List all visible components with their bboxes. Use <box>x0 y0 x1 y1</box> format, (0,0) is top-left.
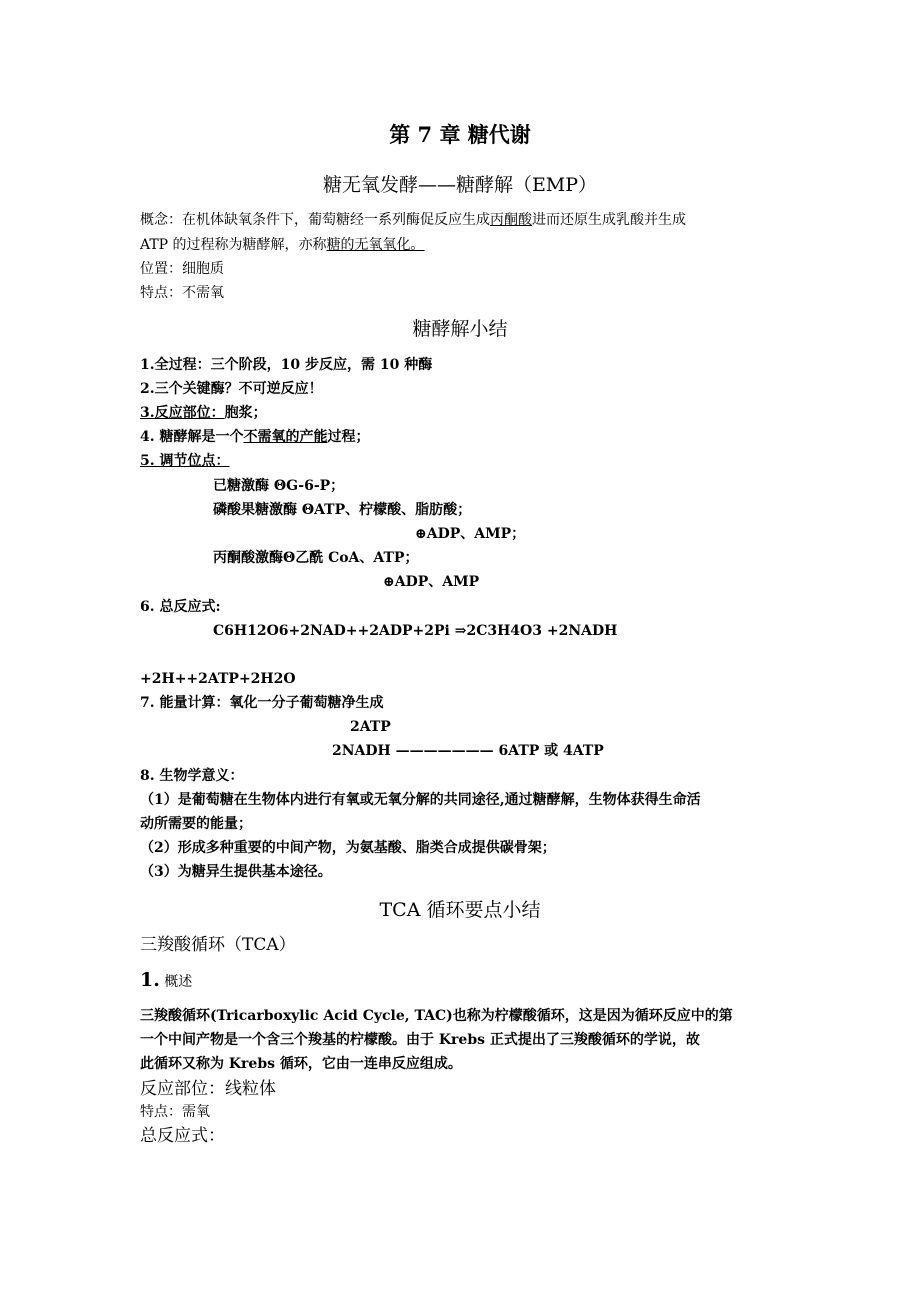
item4-text-b: 过程； <box>327 429 370 445</box>
tca-total-reaction: 总反应式： <box>140 1126 225 1146</box>
regulation-hexokinase: 已糖激酶 ΘG-6-P； <box>213 478 345 494</box>
item4-text-a: 4. 糖酵解是一个 <box>140 429 244 445</box>
summary-item-5 <box>140 451 230 471</box>
overview-heading <box>140 970 192 992</box>
tca-para-line-2: 一个中间产物是一个含三个羧基的柠檬酸。由于 Krebs 正式提出了三羧酸循环的学说，故 <box>140 1032 700 1048</box>
item3-underline: 3.反应部位： <box>140 405 225 421</box>
concept-text-c: ATP 的过程称为糖酵解，亦称 <box>140 237 327 253</box>
summary-item-1: 1.全过程：三个阶段，10 步反应，需 10 种酶 <box>140 357 433 373</box>
item4-underline: 不需氧的产能 <box>243 429 328 445</box>
concept-underline-anaerobic: 糖的无氧氧化。 <box>326 237 425 253</box>
regulation-pyruvate-kinase: 丙酮酸激酶Θ乙酰 CoA、ATP； <box>213 550 419 566</box>
equation-line-1: C6H12O6+2NAD++2ADP+2Pi ⇒2C3H4O3 +2NADH <box>213 623 618 639</box>
significance-3: （3）为糖异生提供基本途径。 <box>140 864 332 880</box>
section-heading-glycolysis: 糖无氧发酵——糖酵解（EMP） <box>322 174 598 196</box>
tca-feature: 特点：需氧 <box>140 1104 210 1120</box>
tca-para-line-3: 此循环又称为 Krebs 循环，它由一连串反应组成。 <box>140 1056 462 1072</box>
regulation-pfk: 磷酸果糖激酶 ΘATP、柠檬酸、脂肪酸； <box>213 502 472 518</box>
concept-line-1 <box>140 210 686 230</box>
regulation-pk-activators: ⊕ADP、AMP <box>383 574 480 590</box>
summary-item-6: 6. 总反应式: <box>140 599 221 615</box>
location-line: 位置：细胞质 <box>140 261 224 277</box>
energy-atp: 2ATP <box>350 719 391 735</box>
significance-1b: 动所需要的能量； <box>140 816 252 832</box>
concept-underline-pyruvate: 丙酮酸 <box>490 212 532 228</box>
concept-line-2 <box>140 235 425 255</box>
tca-location: 反应部位：线粒体 <box>140 1079 276 1099</box>
energy-nadh: 2NADH ——————— 6ATP 或 4ATP <box>332 743 604 759</box>
overview-number: 1. <box>140 969 160 991</box>
chapter-title: 第 7 章 糖代谢 <box>389 122 531 147</box>
section-heading-summary: 糖酵解小结 <box>412 318 508 340</box>
significance-1a: （1）是葡萄糖在生物体内进行有氧或无氧分解的共同途径,通过糖酵解，生物体获得生命活 <box>140 792 701 808</box>
concept-text-a: 概念：在机体缺氧条件下，葡萄糖经一系列酶促反应生成 <box>140 212 490 228</box>
summary-item-8: 8. 生物学意义： <box>140 768 244 784</box>
section-heading-tca: TCA 循环要点小结 <box>379 899 541 921</box>
concept-text-b: 进而还原生成乳酸并生成 <box>532 212 686 228</box>
item5-underline: 5. 调节位点： <box>140 453 230 469</box>
significance-2: （2）形成多种重要的中间产物，为氨基酸、脂类合成提供碳骨架； <box>140 840 556 856</box>
summary-item-4 <box>140 427 370 447</box>
feature-line: 特点：不需氧 <box>140 285 224 301</box>
summary-item-2: 2.三个关键酶？不可逆反应！ <box>140 381 323 397</box>
regulation-pfk-activators: ⊕ADP、AMP； <box>415 526 526 542</box>
tca-subheading: 三羧酸循环（TCA） <box>140 935 296 955</box>
summary-item-7: 7. 能量计算：氧化一分子葡萄糖净生成 <box>140 695 384 711</box>
summary-item-3 <box>140 403 267 423</box>
overview-label: 概述 <box>159 974 193 990</box>
item3-rest: 胞浆； <box>224 405 267 421</box>
equation-line-2: +2H++2ATP+2H2O <box>140 671 296 687</box>
tca-para-line-1: 三羧酸循环(Tricarboxylic Acid Cycle, TAC)也称为柠檬酸循环，这是因为循环反应中的第 <box>140 1008 733 1024</box>
